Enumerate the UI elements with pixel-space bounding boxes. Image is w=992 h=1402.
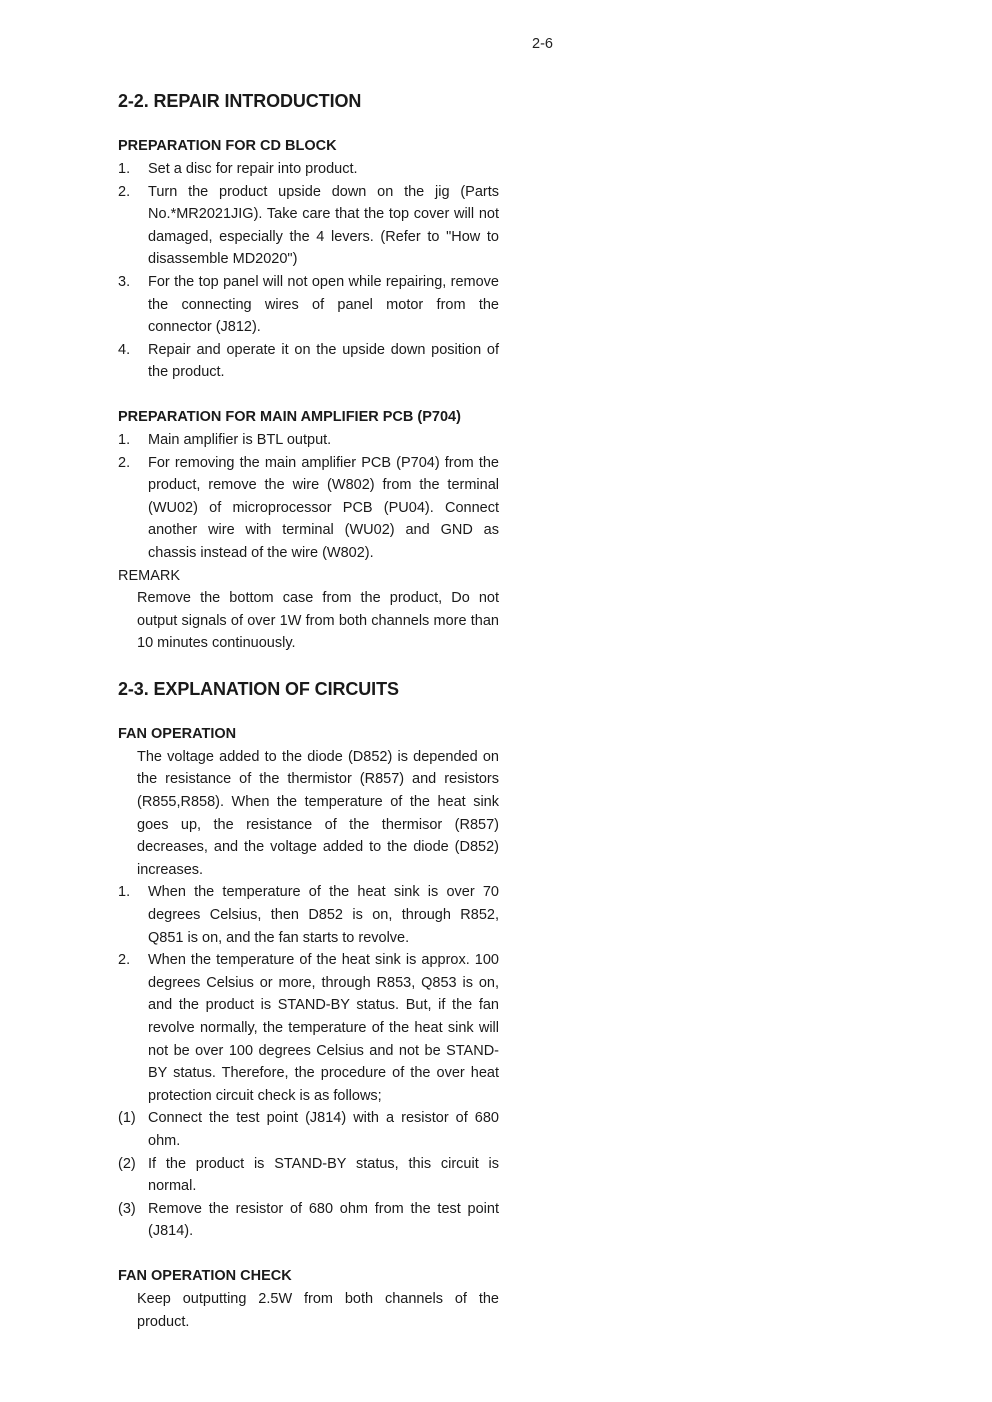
list-text: For removing the main amplifier PCB (P704) from the product, remove the wire (W802) from the terminal (WU02) of microprocessor PCB (PU04). Connect another wire with terminal (WU02) and GND as chassis instead of the wire (W802). xyxy=(148,454,499,561)
list-text: For the top panel will not open while repairing, remove the connecting wires of panel motor from the connector (J812). xyxy=(148,273,499,336)
cd-block-section xyxy=(118,135,499,384)
list-item xyxy=(118,1153,499,1198)
list-item xyxy=(118,158,499,181)
list-number: (3) xyxy=(118,1200,136,1217)
list-item xyxy=(118,1107,499,1152)
list-item xyxy=(118,452,499,565)
list-text: Connect the test point (J814) with a resistor of 680 ohm. xyxy=(148,1110,499,1149)
list-item xyxy=(118,339,499,384)
list-number: (2) xyxy=(118,1155,136,1172)
list-item xyxy=(118,881,499,949)
content-column xyxy=(118,89,499,1355)
list-item xyxy=(118,271,499,339)
list-text: When the temperature of the heat sink is approx. 100 degrees Celsius or more, through R853, Q853 is on, and the product is STAND-BY status. But, if the fan revolve normally, the temperature of the heat sink will not be over 100 degrees Celsius and not be STAND-BY status. Therefore, the procedure of the over heat protection circuit check is as follows; xyxy=(148,952,499,1104)
list-item xyxy=(118,429,499,452)
remark-text: Remove the bottom case from the product, Do not output signals of over 1W from both channels more than 10 minutes continuously. xyxy=(137,590,499,652)
list-item xyxy=(118,1198,499,1243)
list-number: 2. xyxy=(118,183,131,200)
list-item xyxy=(118,949,499,1107)
fan-check-text: Keep outputting 2.5W from both channels of the product. xyxy=(137,1290,499,1330)
main-amp-section xyxy=(118,406,499,655)
fan-check-heading: FAN OPERATION CHECK xyxy=(118,1267,292,1284)
list-number: 1. xyxy=(118,161,131,177)
list-number: 1. xyxy=(118,884,131,901)
page-number: 2-6 xyxy=(532,36,553,52)
list-text: When the temperature of the heat sink is over 70 degrees Celsius, then D852 is on, through R852, Q851 is on, and the fan starts to revolve. xyxy=(148,884,499,946)
remark-label: REMARK xyxy=(118,567,181,584)
list-number: 3. xyxy=(118,273,131,290)
list-text: Set a disc for repair into product. xyxy=(148,161,358,177)
list-text: Main amplifier is BTL output. xyxy=(148,431,332,448)
section-title-repair: 2-2. REPAIR INTRODUCTION xyxy=(118,91,362,111)
list-number: 2. xyxy=(118,952,131,969)
section-title-circuits: 2-3. EXPLANATION OF CIRCUITS xyxy=(118,678,399,699)
fan-operation-section xyxy=(118,723,499,1243)
fan-operation-intro: The voltage added to the diode (D852) is depended on the resistance of the thermistor (R857) and resistors (R855,R858). When the temperature of the heat sink goes up, the resistance of the thermisor (R857) decreases, and the voltage added to the diode (D852) increases. xyxy=(137,748,499,878)
list-text: Remove the resistor of 680 ohm from the test point (J814). xyxy=(148,1200,499,1240)
main-amp-heading: PREPARATION FOR MAIN AMPLIFIER PCB (P704) xyxy=(118,408,461,425)
list-text: If the product is STAND-BY status, this circuit is normal. xyxy=(148,1155,499,1195)
list-number: 4. xyxy=(118,341,131,358)
list-number: (1) xyxy=(118,1110,136,1127)
cd-block-heading: PREPARATION FOR CD BLOCK xyxy=(118,138,337,154)
list-text: Turn the product upside down on the jig (Parts No.*MR2021JIG). Take care that the top cover will not damaged, especially the 4 levers. (Refer to "How to disassemble MD2020") xyxy=(148,183,499,268)
list-number: 1. xyxy=(118,431,131,448)
list-item xyxy=(118,181,499,271)
list-text: Repair and operate it on the upside down position of the product. xyxy=(148,341,499,381)
fan-check-section xyxy=(118,1265,499,1333)
fan-operation-heading: FAN OPERATION xyxy=(118,725,237,742)
list-number: 2. xyxy=(118,454,131,471)
